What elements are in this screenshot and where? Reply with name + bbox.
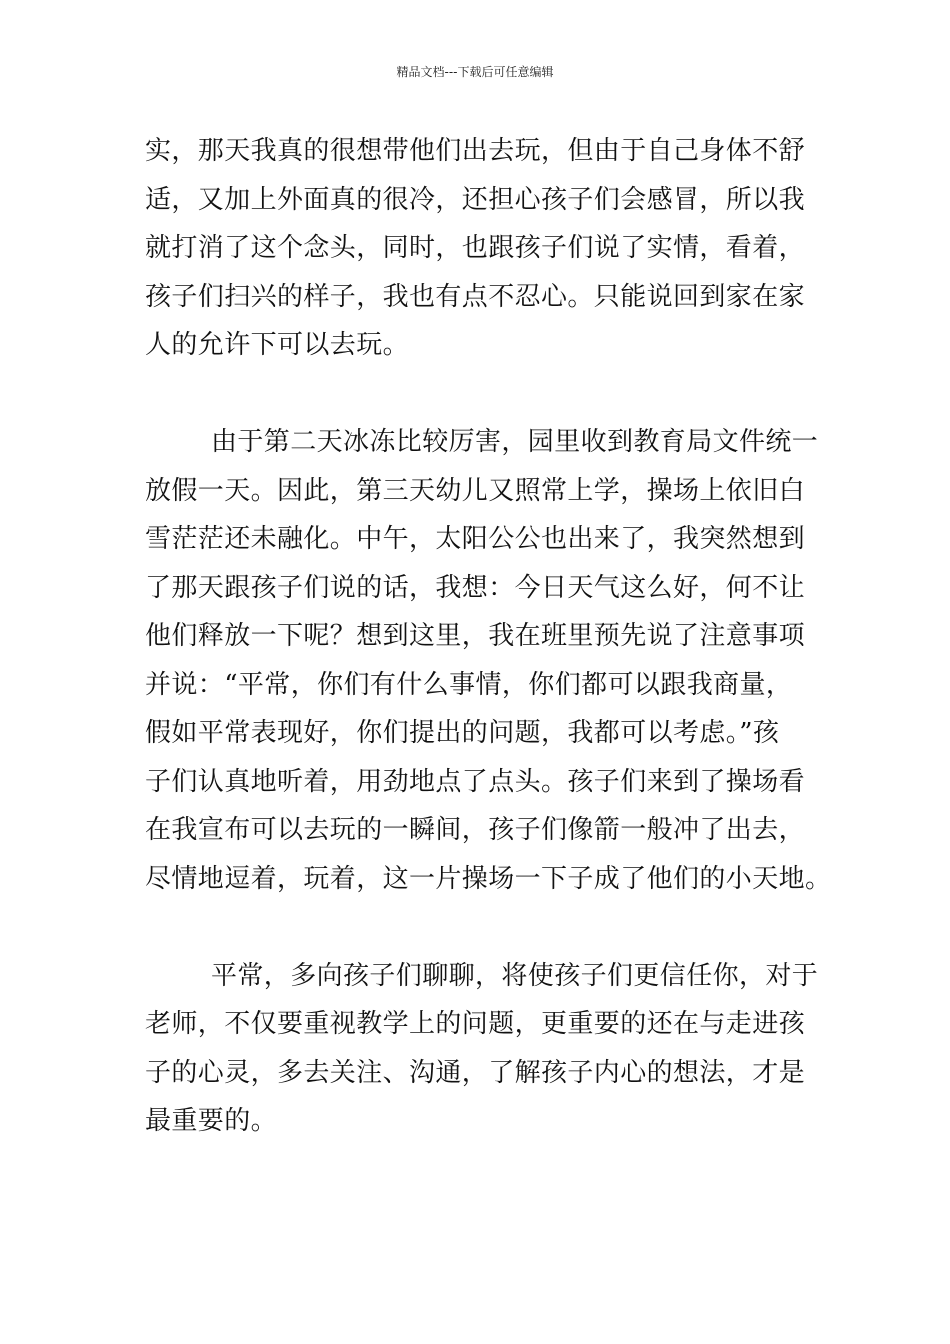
paragraph-spacer — [145, 370, 810, 419]
text-line: 就打消了这个念头，同时，也跟孩子们说了实情，看着， — [145, 233, 806, 263]
text-line: 子的心灵，多去关注、沟通，了解孩子内心的想法，才是 — [145, 1057, 806, 1088]
text-line: 尽情地逗着，玩着，这一片操场一下子成了他们的小天地。 — [145, 863, 832, 894]
paragraph-spacer — [145, 903, 810, 952]
text-line: 在我宣布可以去玩的一瞬间，孩子们像箭一般冲了出去， — [145, 815, 806, 845]
text-line: 他们释放一下呢？想到这里，我在班里预先说了注意事项 — [145, 621, 806, 651]
text-line: 人的允许下可以去玩。 — [145, 330, 410, 360]
paragraph-3 — [145, 952, 819, 1146]
text-line: 由于第二天冰冻比较厉害，园里收到教育局文件统一 — [211, 427, 819, 457]
text-line: 孩子们扫兴的样子，我也有点不忍心。只能说回到家在家 — [145, 281, 806, 312]
text-line: 实，那天我真的很想带他们出去玩，但由于自己身体不舒 — [145, 136, 806, 166]
paragraph-1 — [145, 127, 810, 370]
text-line: 并说：“平常，你们有什么事情，你们都可以跟我商量， — [145, 669, 793, 700]
page-header: 精品文档---下载后可任意编辑 — [396, 65, 554, 79]
text-line: 雪茫茫还未融化。中午，太阳公公也出来了，我突然想到 — [145, 524, 806, 554]
text-line: 放假一天。因此，第三天幼儿又照常上学，操场上依旧白 — [145, 475, 806, 506]
text-line: 适，又加上外面真的很冷，还担心孩子们会感冒，所以我 — [145, 184, 806, 215]
text-line: 平常，多向孩子们聊聊，将使孩子们更信任你，对于 — [211, 960, 819, 991]
text-line: 了那天跟孩子们说的话，我想：今日天气这么好，何不让 — [145, 572, 806, 603]
text-line: 假如平常表现好，你们提出的问题，我都可以考虑。”孩 — [145, 718, 780, 748]
text-line: 老师，不仅要重视教学上的问题，更重要的还在与走进孩 — [145, 1009, 806, 1039]
text-line: 子们认真地听着，用劲地点了点头。孩子们来到了操场看 — [145, 766, 806, 797]
text-line: 最重要的。 — [145, 1106, 278, 1136]
document-body — [145, 127, 832, 1146]
paragraph-2 — [145, 418, 832, 903]
